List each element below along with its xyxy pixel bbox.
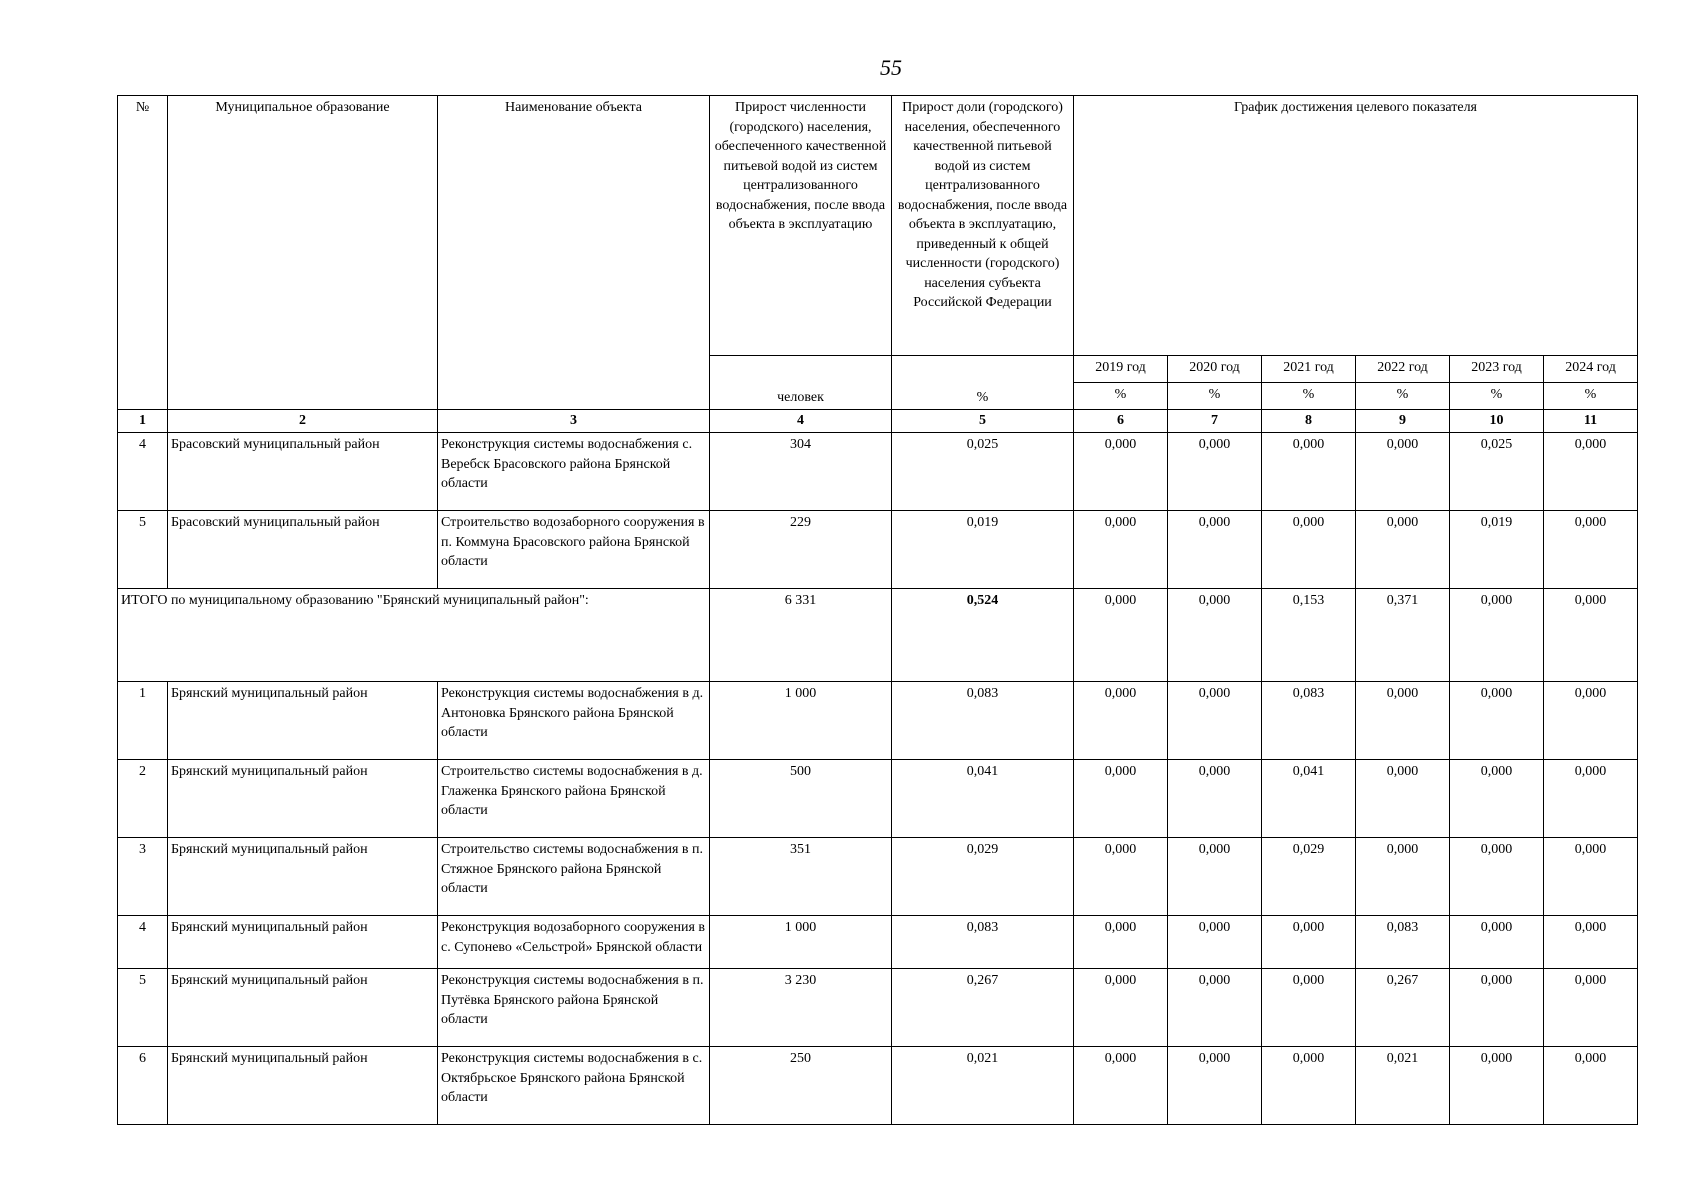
- target-indicator-table: [117, 95, 1638, 1125]
- table-row: [118, 511, 1638, 589]
- row-year-value: 0,000: [1074, 838, 1168, 916]
- column-number: 9: [1356, 410, 1450, 433]
- row-year-value: 0,000: [1262, 511, 1356, 589]
- row-year-value: 0,029: [1262, 838, 1356, 916]
- row-num: 4: [118, 916, 168, 969]
- row-year-value: 0,000: [1262, 969, 1356, 1047]
- row-year-value: 0,000: [1168, 511, 1262, 589]
- row-year-value: 0,000: [1168, 838, 1262, 916]
- total-year-value: 0,000: [1544, 589, 1638, 682]
- header-schedule: График достижения целевого показателя: [1074, 96, 1638, 356]
- row-object: Реконструкция системы водоснабжения с. Веребск Брасовского района Брянской области: [438, 433, 710, 511]
- row-year-value: 0,083: [1262, 682, 1356, 760]
- row-year-value: 0,000: [1168, 760, 1262, 838]
- row-year-value: 0,000: [1450, 1047, 1544, 1125]
- row-year-value: 0,000: [1544, 1047, 1638, 1125]
- row-num: 6: [118, 1047, 168, 1125]
- total-label: ИТОГО по муниципальному образованию "Брянский муниципальный район":: [118, 589, 710, 682]
- row-year-value: 0,000: [1356, 682, 1450, 760]
- row-object: Строительство системы водоснабжения в п. Стяжное Брянского района Брянской области: [438, 838, 710, 916]
- row-year-value: 0,000: [1262, 433, 1356, 511]
- row-year-value: 0,000: [1074, 916, 1168, 969]
- row-year-value: 0,000: [1074, 969, 1168, 1047]
- unit-percent-2023: %: [1450, 383, 1544, 410]
- year-2023: 2023 год: [1450, 356, 1544, 383]
- row-num: 5: [118, 511, 168, 589]
- row-municipality: Брянский муниципальный район: [168, 760, 438, 838]
- column-number: 11: [1544, 410, 1638, 433]
- row-year-value: 0,000: [1356, 838, 1450, 916]
- column-number: 7: [1168, 410, 1262, 433]
- row-share: 0,083: [892, 916, 1074, 969]
- table-row: [118, 969, 1638, 1047]
- row-num: 5: [118, 969, 168, 1047]
- row-share: 0,041: [892, 760, 1074, 838]
- year-2022: 2022 год: [1356, 356, 1450, 383]
- total-year-value: 0,000: [1074, 589, 1168, 682]
- row-year-value: 0,000: [1544, 838, 1638, 916]
- row-share: 0,021: [892, 1047, 1074, 1125]
- row-municipality: Брасовский муниципальный район: [168, 433, 438, 511]
- row-people: 500: [710, 760, 892, 838]
- row-num: 1: [118, 682, 168, 760]
- row-year-value: 0,000: [1356, 760, 1450, 838]
- unit-percent-share: %: [892, 356, 1074, 410]
- row-year-value: 0,000: [1168, 1047, 1262, 1125]
- total-year-value: 0,153: [1262, 589, 1356, 682]
- row-people: 3 230: [710, 969, 892, 1047]
- header-municipality: Муниципальное образование: [168, 96, 438, 410]
- row-year-value: 0,000: [1074, 1047, 1168, 1125]
- row-people: 229: [710, 511, 892, 589]
- row-people: 351: [710, 838, 892, 916]
- row-year-value: 0,000: [1168, 433, 1262, 511]
- row-people: 1 000: [710, 682, 892, 760]
- row-year-value: 0,000: [1544, 682, 1638, 760]
- unit-percent-2019: %: [1074, 383, 1168, 410]
- row-object: Реконструкция системы водоснабжения в п. Путёвка Брянского района Брянской области: [438, 969, 710, 1047]
- row-year-value: 0,019: [1450, 511, 1544, 589]
- table-row: [118, 682, 1638, 760]
- row-year-value: 0,000: [1544, 760, 1638, 838]
- table-row: [118, 433, 1638, 511]
- unit-percent-2024: %: [1544, 383, 1638, 410]
- total-year-value: 0,000: [1168, 589, 1262, 682]
- column-number-row: [118, 410, 1638, 433]
- row-year-value: 0,000: [1450, 838, 1544, 916]
- row-year-value: 0,000: [1450, 682, 1544, 760]
- column-number: 8: [1262, 410, 1356, 433]
- column-number: 2: [168, 410, 438, 433]
- year-2019: 2019 год: [1074, 356, 1168, 383]
- row-municipality: Брянский муниципальный район: [168, 1047, 438, 1125]
- row-year-value: 0,267: [1356, 969, 1450, 1047]
- row-year-value: 0,000: [1544, 511, 1638, 589]
- row-year-value: 0,025: [1450, 433, 1544, 511]
- column-number: 5: [892, 410, 1074, 433]
- row-municipality: Брянский муниципальный район: [168, 969, 438, 1047]
- row-municipality: Брянский муниципальный район: [168, 916, 438, 969]
- row-year-value: 0,000: [1544, 969, 1638, 1047]
- row-num: 4: [118, 433, 168, 511]
- unit-people: человек: [710, 356, 892, 410]
- row-year-value: 0,000: [1168, 916, 1262, 969]
- column-number: 4: [710, 410, 892, 433]
- total-row: [118, 589, 1638, 682]
- row-object: Реконструкция системы водоснабжения в с. Октябрьское Брянского района Брянской области: [438, 1047, 710, 1125]
- row-year-value: 0,000: [1544, 433, 1638, 511]
- total-share: 0,524: [892, 589, 1074, 682]
- header-num: №: [118, 96, 168, 410]
- year-2024: 2024 год: [1544, 356, 1638, 383]
- row-share: 0,083: [892, 682, 1074, 760]
- unit-percent-2022: %: [1356, 383, 1450, 410]
- row-year-value: 0,021: [1356, 1047, 1450, 1125]
- column-number: 6: [1074, 410, 1168, 433]
- row-num: 2: [118, 760, 168, 838]
- row-year-value: 0,000: [1356, 433, 1450, 511]
- total-people: 6 331: [710, 589, 892, 682]
- row-year-value: 0,041: [1262, 760, 1356, 838]
- row-year-value: 0,000: [1262, 1047, 1356, 1125]
- table-row: [118, 1047, 1638, 1125]
- row-municipality: Брасовский муниципальный район: [168, 511, 438, 589]
- row-year-value: 0,000: [1262, 916, 1356, 969]
- header-pop-increase: Прирост численности (городского) населения, обеспеченного качественной питьевой водой из систем централизованного водоснабжения, после ввода объекта в эксплуатацию: [710, 96, 892, 356]
- year-2020: 2020 год: [1168, 356, 1262, 383]
- table-row: [118, 916, 1638, 969]
- row-year-value: 0,000: [1074, 511, 1168, 589]
- row-object: Строительство системы водоснабжения в д. Глаженка Брянского района Брянской области: [438, 760, 710, 838]
- unit-percent-2020: %: [1168, 383, 1262, 410]
- row-year-value: 0,000: [1074, 682, 1168, 760]
- header-share-increase: Прирост доли (городского) населения, обеспеченного качественной питьевой водой из систем централизованного водоснабжения, после ввода объекта в эксплуатацию, приведенный к общей численности (городского) населения субъекта Российской Федерации: [892, 96, 1074, 356]
- header-object: Наименование объекта: [438, 96, 710, 410]
- row-year-value: 0,000: [1074, 760, 1168, 838]
- column-number: 1: [118, 410, 168, 433]
- row-year-value: 0,000: [1168, 682, 1262, 760]
- total-year-value: 0,371: [1356, 589, 1450, 682]
- column-number: 3: [438, 410, 710, 433]
- row-share: 0,267: [892, 969, 1074, 1047]
- row-year-value: 0,083: [1356, 916, 1450, 969]
- row-share: 0,029: [892, 838, 1074, 916]
- year-2021: 2021 год: [1262, 356, 1356, 383]
- unit-percent-2021: %: [1262, 383, 1356, 410]
- row-year-value: 0,000: [1450, 969, 1544, 1047]
- row-object: Реконструкция системы водоснабжения в д. Антоновка Брянского района Брянской области: [438, 682, 710, 760]
- total-year-value: 0,000: [1450, 589, 1544, 682]
- column-number: 10: [1450, 410, 1544, 433]
- row-year-value: 0,000: [1544, 916, 1638, 969]
- table-row: [118, 760, 1638, 838]
- row-year-value: 0,000: [1450, 760, 1544, 838]
- row-share: 0,019: [892, 511, 1074, 589]
- row-people: 304: [710, 433, 892, 511]
- row-people: 1 000: [710, 916, 892, 969]
- row-object: Строительство водозаборного сооружения в п. Коммуна Брасовского района Брянской области: [438, 511, 710, 589]
- row-object: Реконструкция водозаборного сооружения в с. Супонево «Сельстрой» Брянской области: [438, 916, 710, 969]
- row-year-value: 0,000: [1168, 969, 1262, 1047]
- page-number: 55: [880, 55, 902, 80]
- row-year-value: 0,000: [1356, 511, 1450, 589]
- row-people: 250: [710, 1047, 892, 1125]
- table-row: [118, 838, 1638, 916]
- row-share: 0,025: [892, 433, 1074, 511]
- row-year-value: 0,000: [1450, 916, 1544, 969]
- row-municipality: Брянский муниципальный район: [168, 838, 438, 916]
- row-year-value: 0,000: [1074, 433, 1168, 511]
- row-num: 3: [118, 838, 168, 916]
- row-municipality: Брянский муниципальный район: [168, 682, 438, 760]
